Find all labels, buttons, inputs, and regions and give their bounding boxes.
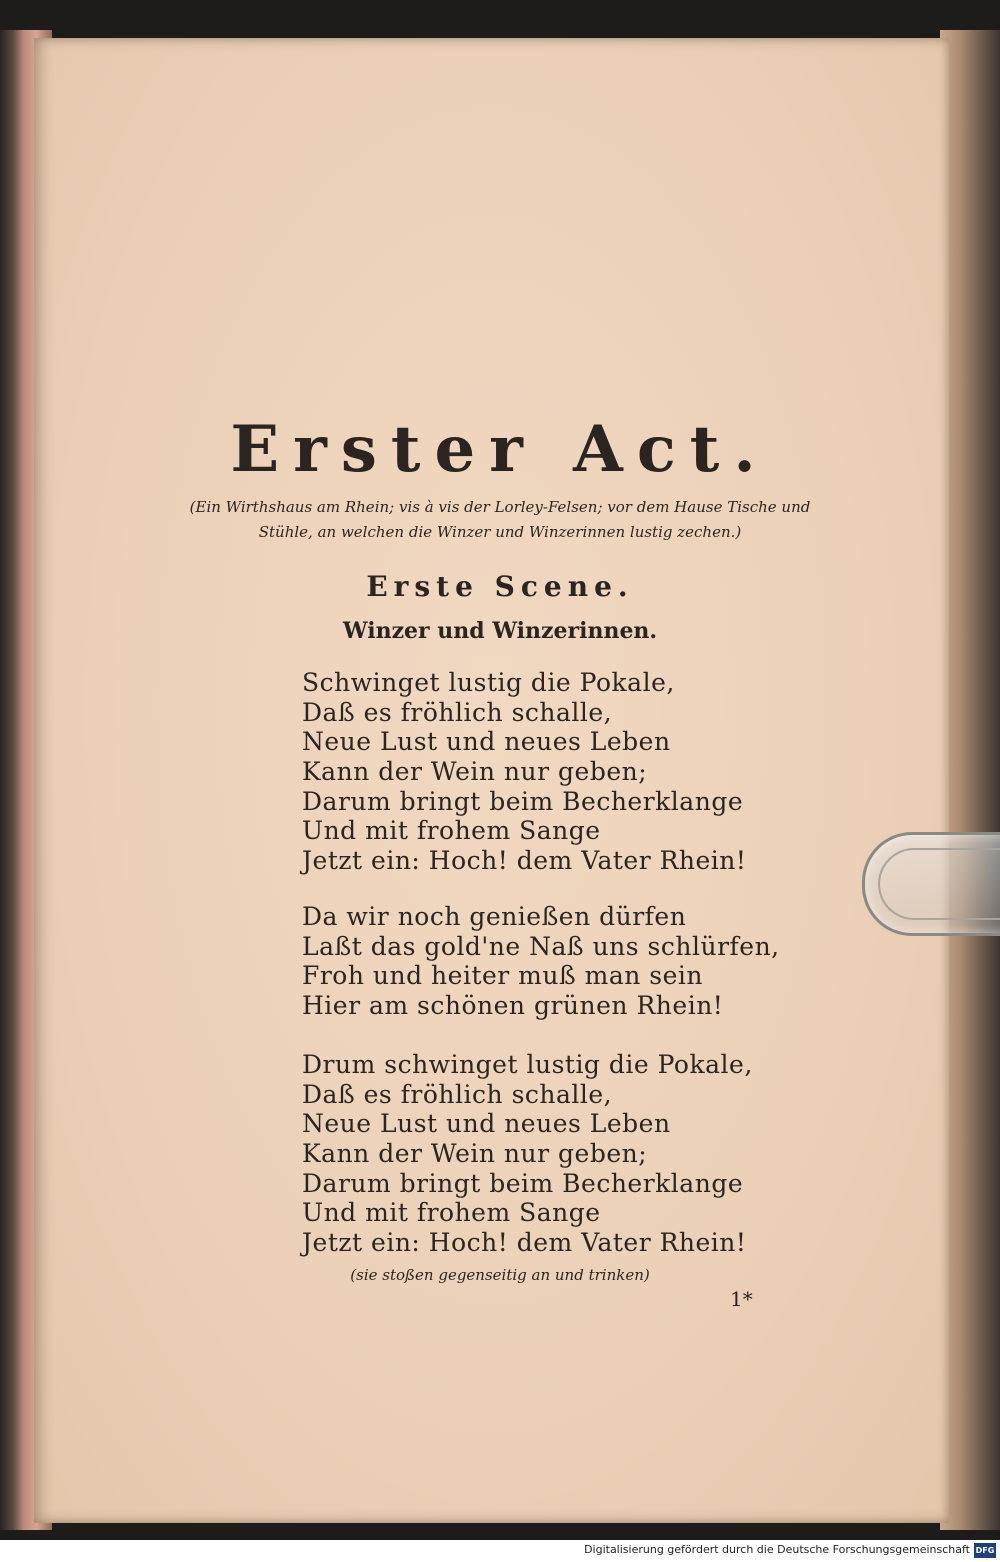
verse-line: Drum schwinget lustig die Pokale, [302,1050,753,1079]
verse-line: Und mit frohem Sange [302,1198,601,1228]
digitization-footer [0,1540,1000,1562]
book-edge-right [940,30,1000,1530]
verse-line: Darum bringt beim Becherklange [302,1168,744,1198]
stage-direction: (sie stoßen gegenseitig an und trinken) [350,1266,650,1284]
funding-credit: Digitalisierung gefördert durch die Deutsche Forschungsgemeinschaft [584,1543,970,1556]
verse-line: Kann der Wein nur geben; [302,757,648,787]
scene-title: Erste Scene. [366,570,634,603]
stage-setting-line-1: (Ein Wirthshaus am Rhein; vis à vis der Lorley-Felsen; vor dem Hause Tische und [189,498,811,516]
verse-line: Kann der Wein nur geben; [302,1139,648,1169]
stanza-2 [302,902,780,1021]
characters-heading: Winzer und Winzerinnen. [342,618,658,644]
verse-line: Schwinget lustig die Pokale, [302,668,675,697]
signature-mark: 1* [730,1287,753,1311]
act-title: Erster Act. [230,412,770,487]
stanza-1 [302,668,746,876]
verse-line: Laßt das gold'ne Naß uns schlürfen, [302,931,780,961]
stage-setting-line-2: Stühle, an welchen die Winzer und Winzerinnen lustig zechen.) [258,523,742,541]
verse-line: Jetzt ein: Hoch! dem Vater Rhein! [302,1228,747,1258]
verse-line: Jetzt ein: Hoch! dem Vater Rhein! [302,846,747,876]
verse-line: Froh und heiter muß man sein [302,961,704,991]
verse-line: Daß es fröhlich schalle, [302,697,613,727]
verse-line: Hier am schönen grünen Rhein! [302,991,724,1021]
verse-line: Neue Lust und neues Leben [302,727,671,757]
verse-line: Darum bringt beim Becherklange [302,786,744,816]
verse-line: Da wir noch genießen dürfen [302,902,687,931]
verse-line: Neue Lust und neues Leben [302,1109,671,1139]
verse-line: Daß es fröhlich schalle, [302,1079,613,1109]
dfg-logo: DFG [974,1543,996,1558]
paper-clip-inner-loop [878,848,1000,920]
verse-line: Und mit frohem Sange [302,816,601,846]
stanza-3 [302,1050,753,1258]
